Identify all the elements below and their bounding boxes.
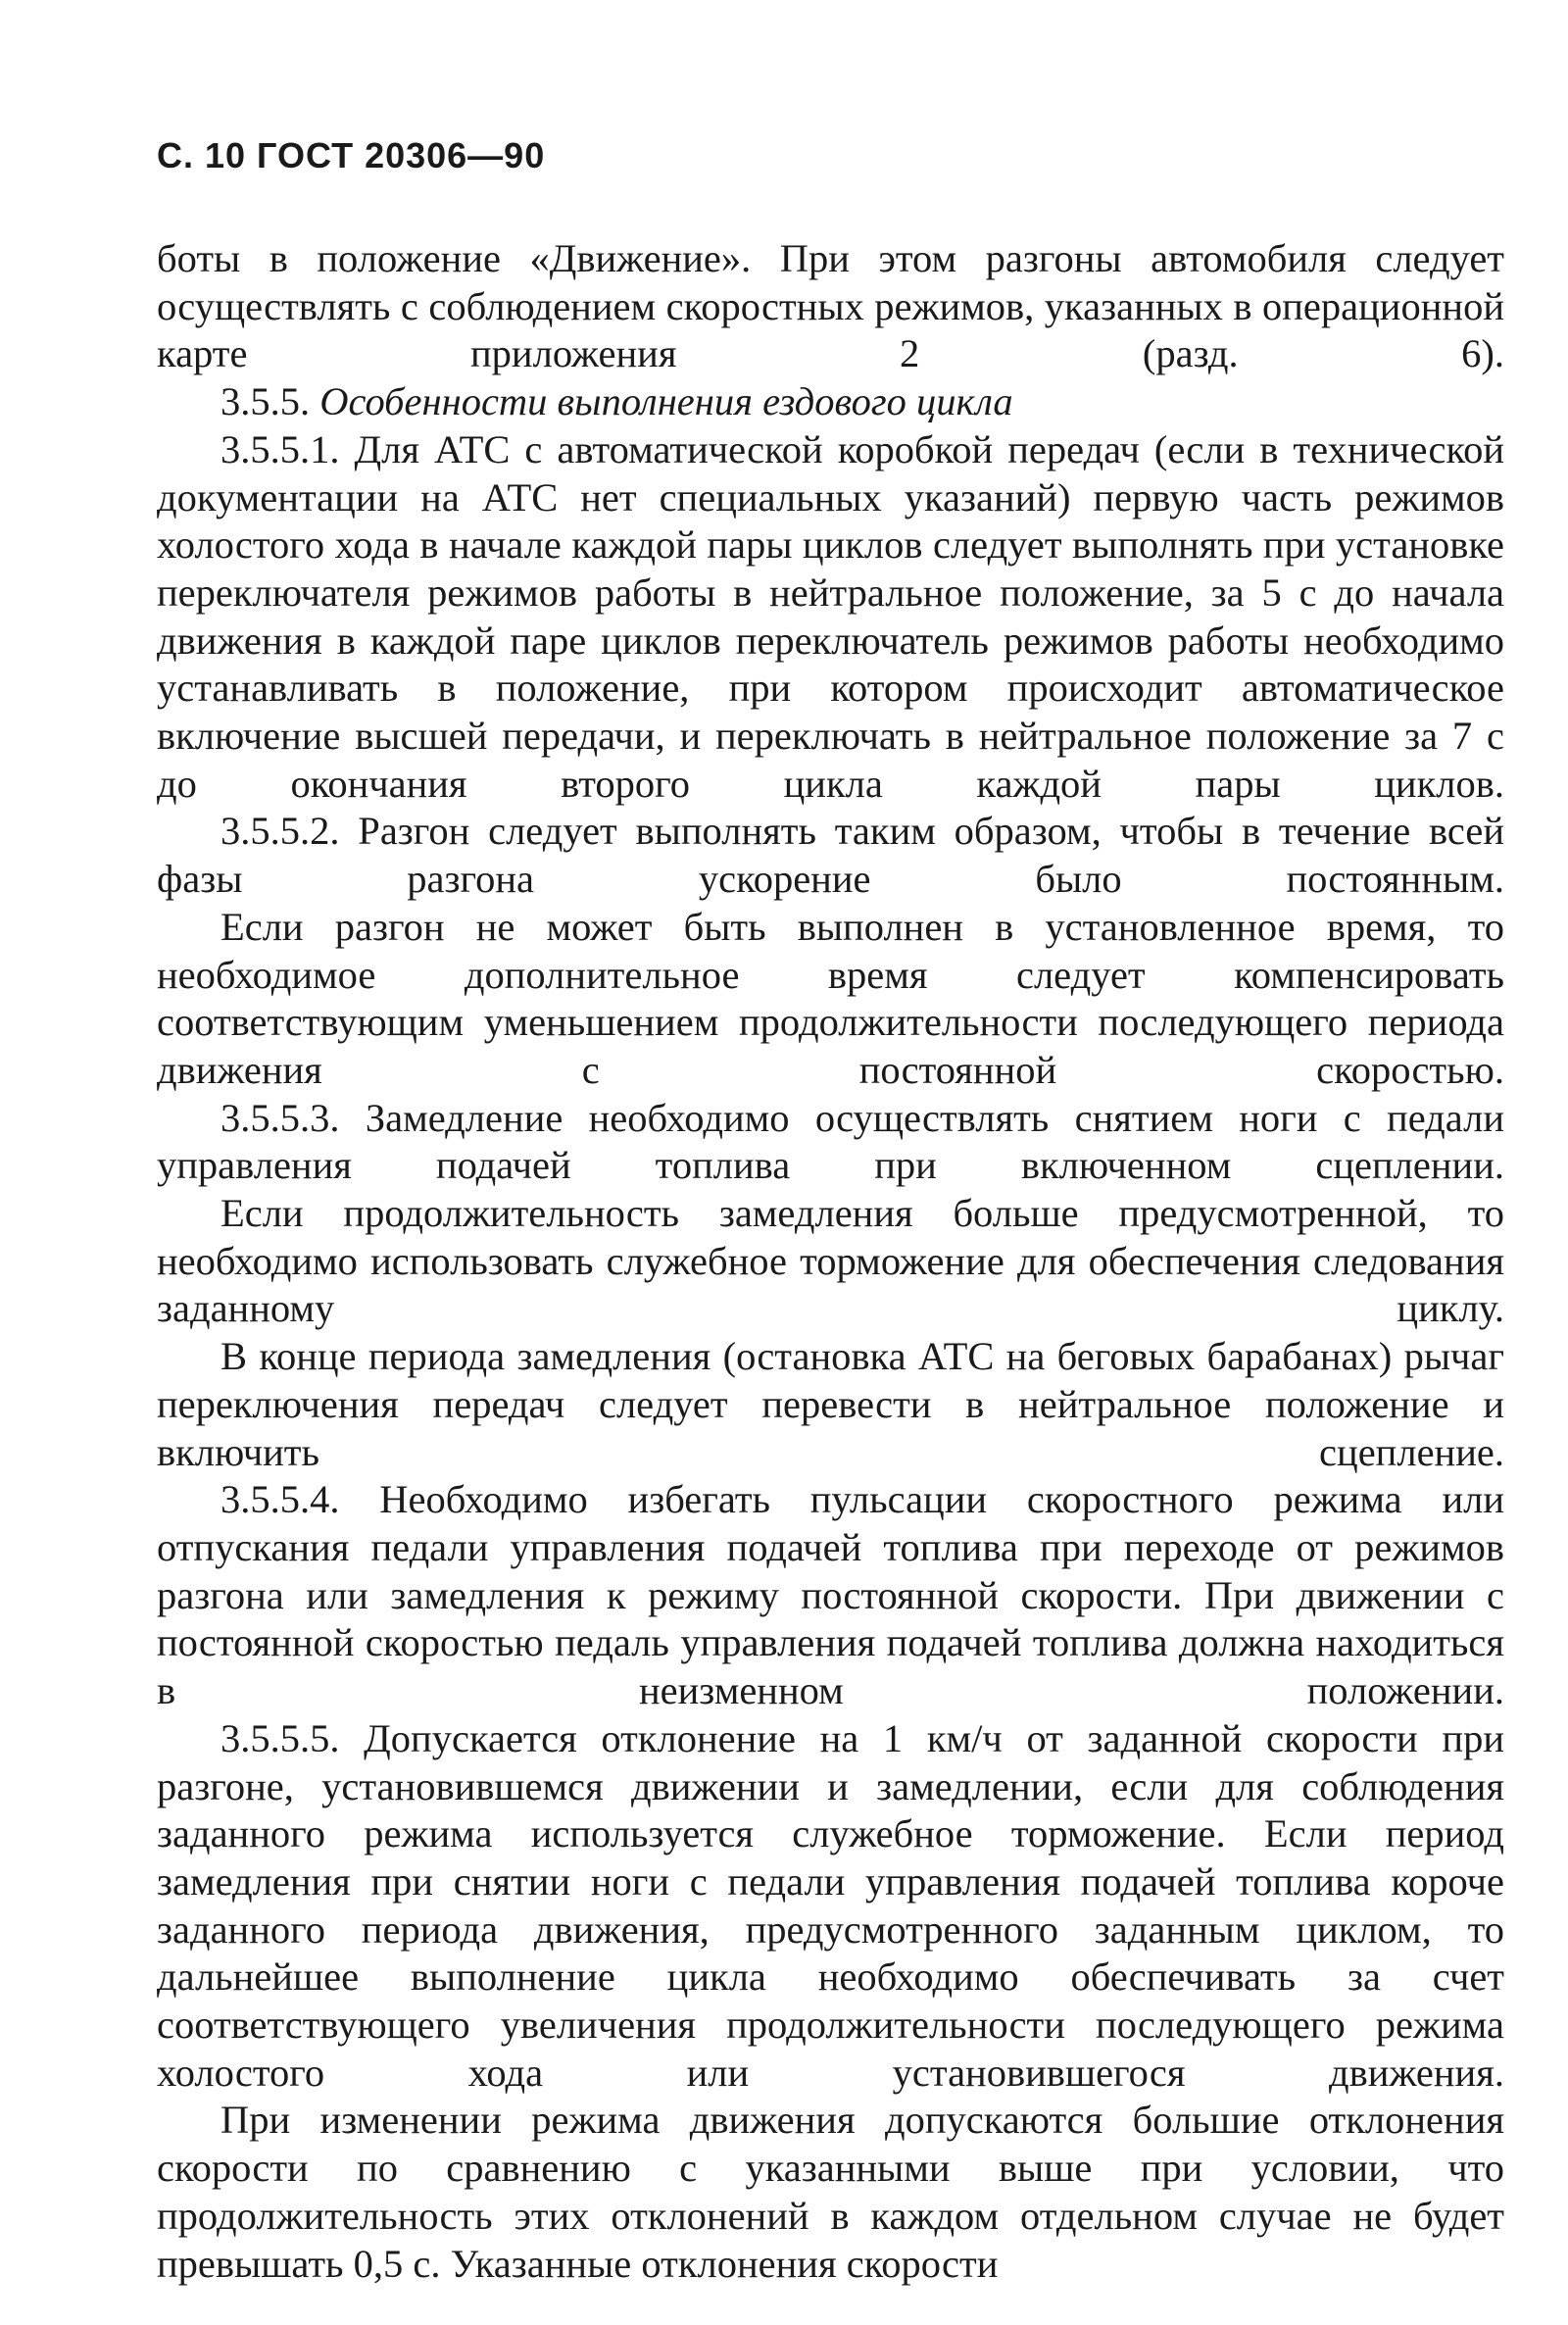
paragraph-stop-note: В конце периода замедления (остановка АТС на беговых барабанах) рычаг переключения передач следует перевести в нейтральное положение и включить сцепление. — [157, 1334, 1504, 1474]
paragraph-3-5-5-2: 3.5.5.2. Разгон следует выполнять таким образом, чтобы в течение всей фазы разгона ускорение было постоянным. — [157, 809, 1504, 902]
section-title: Особенности выполнения ездового цикла — [319, 379, 1013, 424]
paragraph-deviation-note: При изменении режима движения допускаются большие отклонения скорости по сравнению с указанными выше при условии, что продолжительность этих отклонений в каждом отдельном случае не будет превышать 0,5 с. Указанные отклонения скорости — [157, 2098, 1504, 2286]
paragraph-deceleration-note: Если продолжительность замедления больше предусмотренной, то необходимо использовать служебное торможение для обеспечения следования заданному циклу. — [157, 1191, 1504, 1331]
paragraph-acceleration-note: Если разгон не может быть выполнен в установленное время, то необходимое дополнительное время следует компенсировать соответствующим уменьшением продолжительности последующего периода движения с постоянной скоростью. — [157, 904, 1504, 1092]
document-body — [157, 235, 1504, 2288]
page-header: С. 10 ГОСТ 20306—90 — [157, 135, 546, 175]
paragraph-3-5-5-5: 3.5.5.5. Допускается отклонение на 1 км/ч от заданной скорости при разгоне, установившемся движении и замедлении, если для соблюдения заданного режима используется служебное торможение. Если период замедления при снятии ноги с педали управления подачей топлива короче заданного периода движения, предусмотренного заданным циклом, то дальнейшее выполнение цикла необходимо обеспечивать за счет соответствующего увеличения продолжительности последующего режима холостого хода или установившегося движения. — [157, 1715, 1504, 2095]
paragraph-continuation: боты в положение «Движение». При этом разгоны автомобиля следует осуществлять с соблюдением скоростных режимов, указанных в операционной карте приложения 2 (разд. 6). — [157, 236, 1504, 376]
section-number: 3.5.5. — [220, 379, 311, 424]
paragraph-3-5-5-1: 3.5.5.1. Для АТС с автоматической коробкой передач (если в технической документации на АТС нет специальных указаний) первую часть режимов холостого хода в начале каждой пары циклов следует выполнять при установке переключателя режимов работы в нейтральное положение, за 5 с до начала движения в каждой паре циклов переключатель режимов работы необходимо устанавливать в положение, при котором происходит автоматическое включение высшей передачи, и переключать в нейтральное положение за 7 с до окончания второго цикла каждой пары циклов. — [157, 426, 1504, 806]
paragraph-3-5-5-4: 3.5.5.4. Необходимо избегать пульсации скоростного режима или отпускания педали управления подачей топлива при переходе от режимов разгона или замедления к режиму постоянной скорости. При движении с постоянной скоростью педаль управления подачей топлива должна находиться в неизменном положении. — [157, 1477, 1504, 1713]
section-heading — [157, 378, 1504, 426]
paragraph-3-5-5-3: 3.5.5.3. Замедление необходимо осуществлять снятием ноги с педали управления подачей топлива при включенном сцеплении. — [157, 1095, 1504, 1188]
